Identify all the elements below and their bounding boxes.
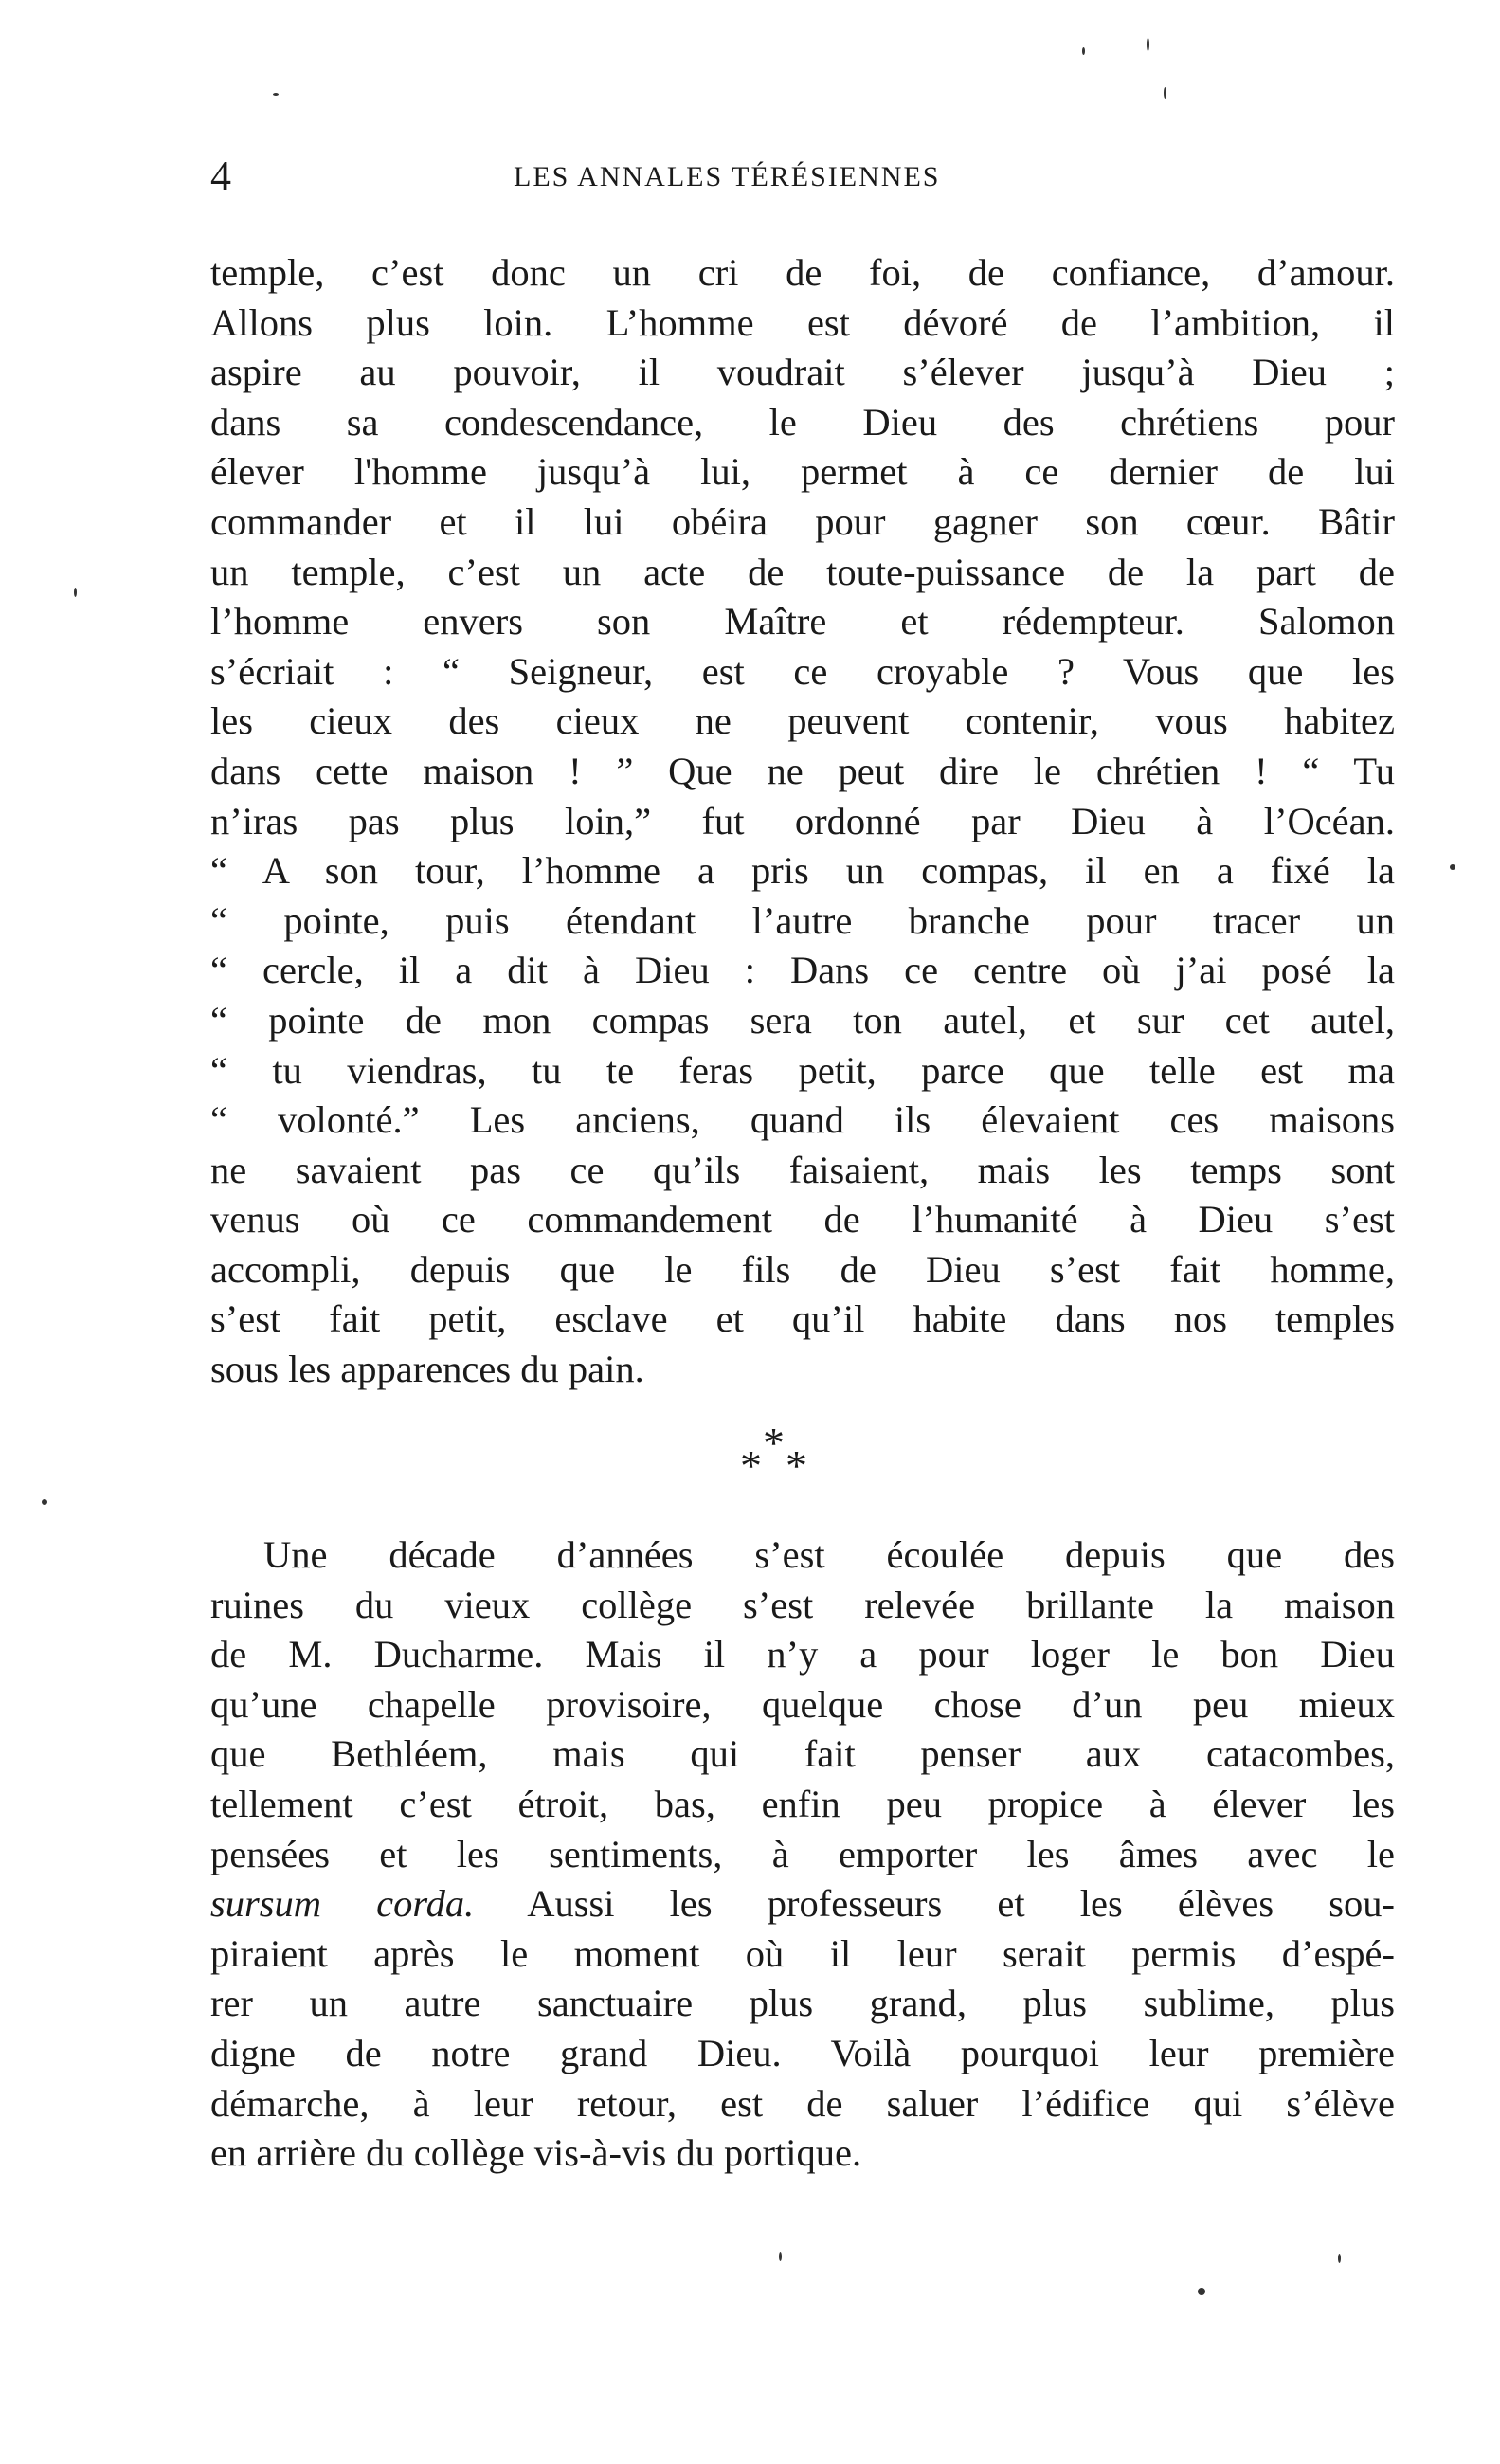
text-line: venus où ce commandement de l’humanité à Dieu s’est [210,1198,1395,1241]
text-line: “ cercle, il a dit à Dieu : Dans ce centre où j’ai posé la [210,949,1395,992]
text-line: rer un autre sanctuaire plus grand, plus sublime, plus [210,1982,1395,2025]
text-line: piraient après le moment où il leur serait permis d’espé- [210,1931,1395,1975]
text-line: ne savaient pas ce qu’ils faisaient, mais les temps sont [210,1148,1395,1191]
running-head [210,152,1395,199]
scan-speck [273,93,279,96]
asterisk-glyph: * [740,1441,762,1490]
text-line: pensées et les sentiments, à emporter les âmes avec le [210,1832,1395,1875]
italic-phrase: sursum corda. [210,1882,475,1926]
text-line: “ pointe, puis étendant l’autre branche pour tracer un [210,898,1395,942]
scan-speck [1198,2288,1205,2295]
text-line: “ volonté.” Les anciens, quand ils élevaient ces maisons [210,1098,1395,1142]
text-line: que Bethléem, mais qui fait penser aux catacombes, [210,1732,1395,1776]
text-line: aspire au pouvoir, il voudrait s’élever jusqu’à Dieu ; [210,351,1395,394]
text-line: n’iras pas plus loin,” fut ordonné par Dieu à l’Océan. [210,799,1395,842]
paragraph-1 [210,248,1395,1395]
text-line: les cieux des cieux ne peuvent contenir, vous habitez [210,699,1395,743]
text-line: l’homme envers son Maître et rédempteur. Salomon [210,600,1395,643]
asterisk-glyph: * [763,1419,785,1467]
page-number: 4 [210,153,231,199]
scan-speck [1450,864,1455,870]
scan-speck [1164,87,1166,99]
running-title: LES ANNALES TÉRÉSIENNES [514,161,941,192]
text-line: de M. Ducharme. Mais il n’y a pour loger le bon Dieu [210,1633,1395,1676]
scan-speck [1082,47,1085,55]
text-line: “ pointe de mon compas sera ton autel, et sur cet autel, [210,998,1395,1042]
text-line: accompli, depuis que le fils de Dieu s’est fait homme, [210,1247,1395,1291]
scan-speck [1338,2254,1341,2263]
scan-speck [42,1499,47,1505]
text-line: dans cette maison ! ” Que ne peut dire le chrétien ! “ Tu [210,749,1395,792]
text-line: digne de notre grand Dieu. Voilà pourquoi leur première [210,2031,1395,2074]
text-line: commander et il lui obéira pour gagner son cœur. Bâtir [210,499,1395,543]
asterisk-glyph: * [786,1441,807,1490]
text-line: Une décade d’années s’est écoulée depuis que des [263,1533,1395,1576]
text-line: démarche, à leur retour, est de saluer l’édifice qui s’élève [210,2081,1395,2125]
text-line: “ A son tour, l’homme a pris un compas, il en a fixé la [210,849,1395,893]
paragraph-2 [210,1531,1395,2179]
text-line-with-italic: sursum corda. Aussi les professeurs et les élèves sou- [210,1882,1395,1926]
scan-speck [74,588,77,597]
text-line: qu’une chapelle provisoire, quelque chose d’un peu mieux [210,1682,1395,1726]
text-line: s’est fait petit, esclave et qu’il habite dans nos temples [210,1297,1395,1341]
scan-speck [779,2252,782,2261]
text-line: en arrière du collège vis-à-vis du portique. [210,2131,862,2175]
text-line: “ tu viendras, tu te feras petit, parce que telle est ma [210,1048,1395,1092]
text-line: tellement c’est étroit, bas, enfin peu propice à élever les [210,1782,1395,1825]
text-line: temple, c’est donc un cri de foi, de confiance, d’amour. [210,251,1395,294]
text-line: un temple, c’est un acte de toute-puissance de la part de [210,550,1395,593]
text-line: élever l'homme jusqu’à lui, permet à ce dernier de lui [210,450,1395,494]
text-line: dans sa condescendance, le Dieu des chrétiens pour [210,400,1395,444]
text-line: Allons plus loin. L’homme est dévoré de l’ambition, il [210,300,1395,344]
text-line: sous les apparences du pain. [210,1348,644,1391]
text-line: ruines du vieux collège s’est relevée brillante la maison [210,1583,1395,1626]
scan-speck [1147,38,1149,51]
section-asterism [725,1419,839,1497]
text-line: s’écriait : “ Seigneur, est ce croyable ? Vous que les [210,649,1395,693]
